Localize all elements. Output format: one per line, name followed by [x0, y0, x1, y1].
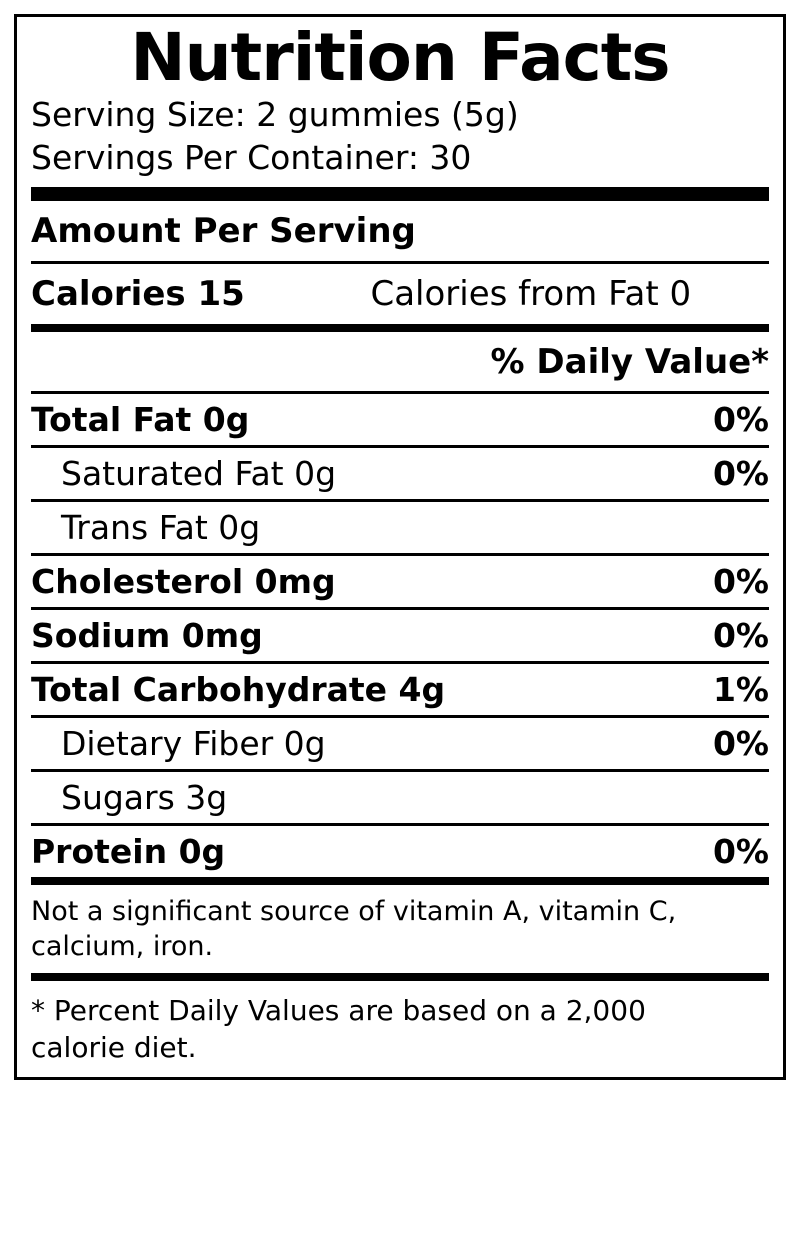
nutrient-list — [31, 394, 769, 877]
nutrient-dv: 1% — [712, 669, 769, 709]
divider-med-above-footnote — [31, 877, 769, 885]
table-row — [31, 826, 769, 877]
calories-from-fat-value: Calories from Fat 0 — [370, 273, 692, 314]
nutrient-name: Sugars 3g — [61, 777, 228, 817]
table-row — [31, 610, 769, 661]
nutrient-dv: 0% — [712, 561, 769, 601]
servings-per-container-text: Servings Per Container: 30 — [31, 137, 472, 177]
nutrient-name: Saturated Fat 0g — [61, 453, 337, 493]
divider-thick-top — [31, 187, 769, 201]
nutrient-name: Sodium 0mg — [31, 615, 263, 655]
table-row — [31, 718, 769, 769]
table-row — [31, 502, 769, 553]
nutrient-dv: 0% — [712, 399, 769, 439]
page-title: Nutrition Facts — [130, 19, 670, 96]
nutrient-dv: 0% — [712, 615, 769, 655]
amount-per-serving-heading: Amount Per Serving — [31, 210, 416, 251]
divider-med-above-star-footnote — [31, 973, 769, 981]
nutrition-facts-panel — [14, 14, 786, 1080]
table-row — [31, 556, 769, 607]
footnote-line-1: * Percent Daily Values are based on a 2,000 — [31, 993, 646, 1027]
table-row — [31, 394, 769, 445]
table-row — [31, 772, 769, 823]
nutrient-dv: 0% — [712, 831, 769, 871]
nutrient-name: Total Fat 0g — [31, 399, 250, 439]
calories-value: Calories 15 — [31, 273, 245, 314]
footnote-line-2: calorie diet. — [31, 1030, 197, 1064]
daily-value-footnote — [31, 981, 769, 1077]
nutrient-dv: 0% — [712, 453, 769, 493]
not-significant-line-1: Not a significant source of vitamin A, vitamin C, — [31, 895, 677, 927]
divider-med-above-dv — [31, 324, 769, 332]
nutrient-name: Protein 0g — [31, 831, 226, 871]
not-significant-source-note — [31, 885, 769, 973]
not-significant-line-2: calcium, iron. — [31, 930, 214, 962]
table-row — [31, 448, 769, 499]
table-row — [31, 664, 769, 715]
nutrient-name: Cholesterol 0mg — [31, 561, 336, 601]
serving-size-text: Serving Size: 2 gummies (5g) — [31, 95, 519, 135]
calories-row — [31, 264, 769, 324]
nutrient-name: Trans Fat 0g — [61, 507, 261, 547]
nutrient-name: Dietary Fiber 0g — [61, 723, 326, 763]
daily-value-header: % Daily Value* — [490, 341, 769, 382]
nutrient-name: Total Carbohydrate 4g — [31, 669, 446, 709]
nutrient-dv: 0% — [712, 723, 769, 763]
